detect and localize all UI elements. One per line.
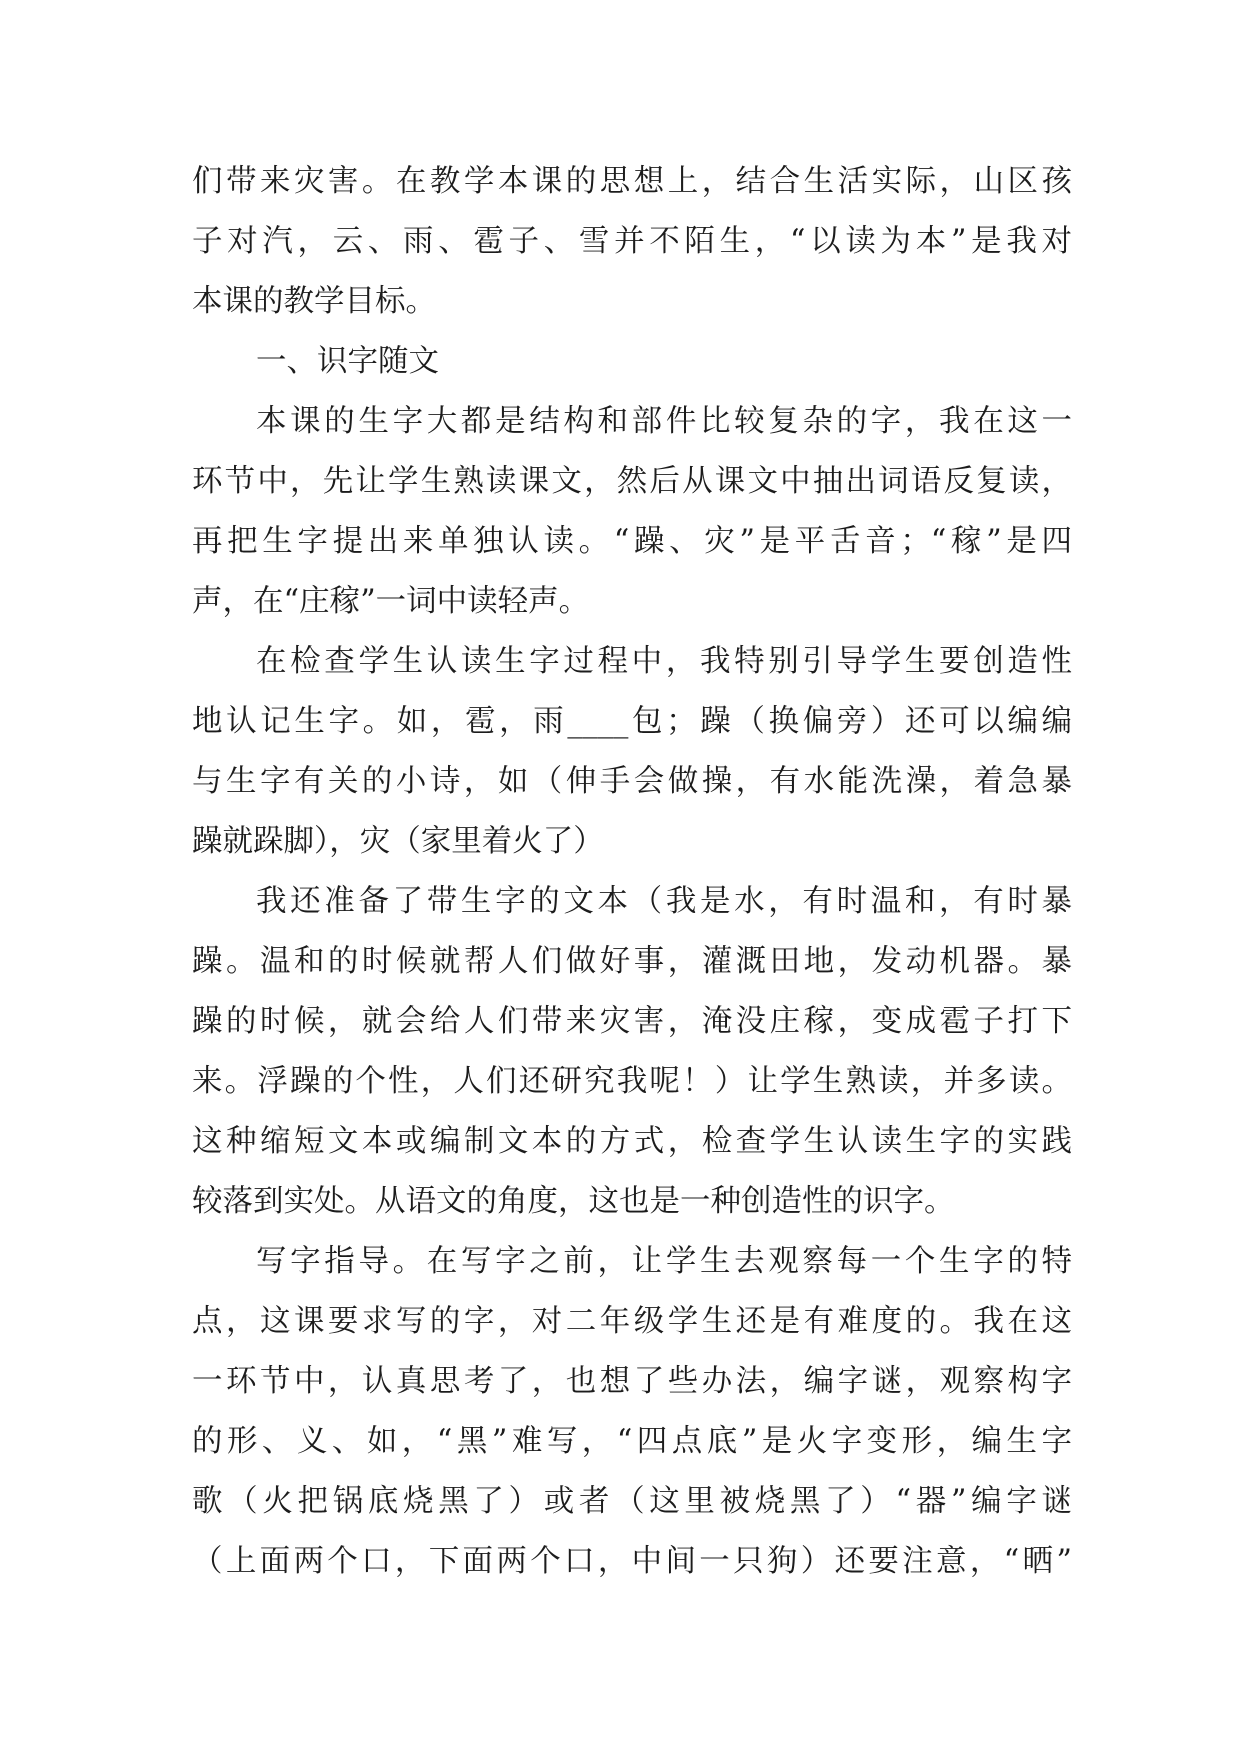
text-line: 本课的教学目标。 — [192, 284, 436, 319]
text-line: 来。浮躁的个性，人们还研究我呢！）让学生熟读，并多读。 — [192, 1064, 1072, 1099]
text-line: 一环节中，认真思考了，也想了些办法，编字谜，观察构字 — [192, 1364, 1072, 1399]
text-line: 歌（火把锅底烧黑了）或者（这里被烧黑了）“器”编字谜 — [192, 1484, 1072, 1519]
text-line: 这种缩短文本或编制文本的方式，检查学生认读生字的实践 — [192, 1124, 1072, 1159]
document-body-text — [192, 152, 1072, 1592]
text-line: （上面两个口，下面两个口，中间一只狗）还要注意，“晒” — [192, 1544, 1072, 1579]
text-line: 的形、义、如，“黑”难写，“四点底”是火字变形，编生字 — [192, 1424, 1072, 1459]
text-line: 声，在“庄稼”一词中读轻声。 — [192, 584, 590, 619]
text-line: 环节中，先让学生熟读课文，然后从课文中抽出词语反复读， — [192, 464, 1072, 499]
text-line: 我还准备了带生字的文本（我是水，有时温和，有时暴 — [256, 884, 1072, 919]
text-line: 较落到实处。从语文的角度，这也是一种创造性的识字。 — [192, 1184, 955, 1219]
text-line: 在检查学生认读生字过程中，我特别引导学生要创造性 — [256, 644, 1072, 679]
text-line: 们带来灾害。在教学本课的思想上，结合生活实际，山区孩 — [192, 164, 1072, 199]
section-heading: 一、识字随文 — [256, 344, 439, 379]
text-line: 躁的时候，就会给人们带来灾害，淹没庄稼，变成雹子打下 — [192, 1004, 1072, 1039]
text-line: 子对汽，云、雨、雹子、雪并不陌生，“以读为本”是我对 — [192, 224, 1072, 259]
text-line: 躁就跺脚），灾（家里着火了） — [192, 824, 604, 859]
text-line: 写字指导。在写字之前，让学生去观察每一个生字的特 — [256, 1244, 1072, 1279]
text-line: 点，这课要求写的字，对二年级学生还是有难度的。我在这 — [192, 1304, 1072, 1339]
text-line: 躁。温和的时候就帮人们做好事，灌溉田地，发动机器。暴 — [192, 944, 1072, 979]
text-line: 地认记生字。如，雹，雨____包；躁（换偏旁）还可以编编 — [192, 704, 1072, 739]
text-line: 再把生字提出来单独认读。“躁、灾”是平舌音；“稼”是四 — [192, 524, 1072, 559]
text-line: 本课的生字大都是结构和部件比较复杂的字，我在这一 — [256, 404, 1072, 439]
text-line: 与生字有关的小诗，如（伸手会做操，有水能洗澡，着急暴 — [192, 764, 1072, 799]
